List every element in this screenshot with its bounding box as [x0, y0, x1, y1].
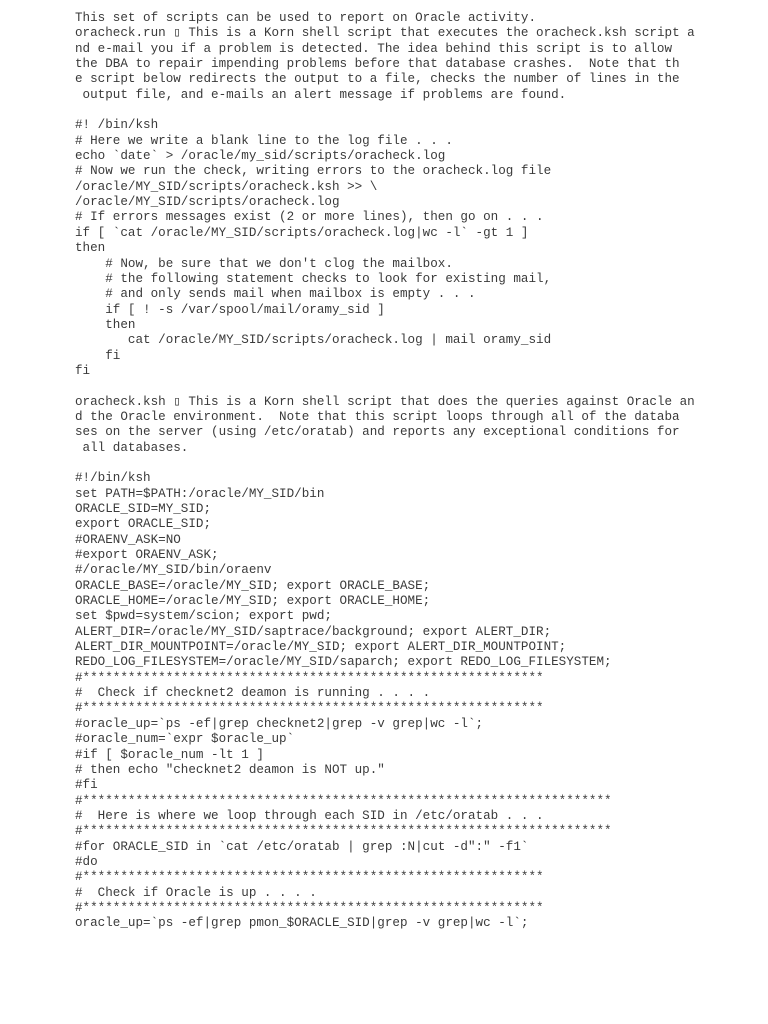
code-line: REDO_LOG_FILESYSTEM=/oracle/MY_SID/saparch; export REDO_LOG_FILESYSTEM;	[75, 655, 612, 670]
code-line: echo `date` > /oracle/my_sid/scripts/oracheck.log	[75, 149, 446, 164]
code-line: # and only sends mail when mailbox is empty . . .	[75, 287, 476, 302]
code-line: the DBA to repair impending problems before that database crashes. Note that th	[75, 57, 680, 72]
comment-line: #*************************************************************	[75, 900, 544, 915]
blank-line	[75, 103, 695, 118]
code-line: d the Oracle environment. Note that this script loops through all of the databa	[75, 409, 680, 424]
comment-line: #if [ $oracle_num -lt 1 ]	[75, 747, 264, 762]
code-line: ORACLE_HOME=/oracle/MY_SID; export ORACLE_HOME;	[75, 594, 431, 609]
code-line: oracheck.run ▯ This is a Korn shell script that executes the oracheck.ksh script a	[75, 26, 695, 41]
comment-line: #! /bin/ksh	[75, 118, 159, 133]
code-line: ALERT_DIR=/oracle/MY_SID/saptrace/background; export ALERT_DIR;	[75, 624, 552, 639]
comment-line: #**********************************************************************	[75, 793, 612, 808]
blank-line	[75, 456, 695, 471]
code-line: ORACLE_SID=MY_SID;	[75, 502, 212, 516]
comment-line: # Now we run the check, writing errors to the oracheck.log file	[75, 164, 552, 179]
code-line: ALERT_DIR_MOUNTPOINT=/oracle/MY_SID; export ALERT_DIR_MOUNTPOINT;	[75, 640, 567, 655]
comment-line: # Here is where we loop through each SID in /etc/oratab . . .	[75, 808, 544, 823]
code-line: oracheck.ksh ▯ This is a Korn shell script that does the queries against Oracle an	[75, 394, 695, 409]
comment-line: # Check if Oracle is up . . . .	[75, 885, 317, 900]
code-line: fi	[75, 363, 91, 378]
comment-line: #!/bin/ksh	[75, 471, 151, 486]
code-line: all databases.	[75, 440, 189, 455]
comment-line: # If errors messages exist (2 or more lines), then go on . . .	[75, 210, 544, 225]
comment-line: # then echo "checknet2 deamon is NOT up."	[75, 762, 385, 777]
comment-line: #for ORACLE_SID in `cat /etc/oratab | grep :N|cut -d":" -f1`	[75, 839, 529, 854]
comment-line: #export ORAENV_ASK;	[75, 548, 219, 563]
code-line: ORACLE_BASE=/oracle/MY_SID; export ORACLE_BASE;	[75, 578, 431, 593]
comment-line: #/oracle/MY_SID/bin/oraenv	[75, 563, 272, 578]
code-line: nd e-mail you if a problem is detected. The idea behind this script is to allow	[75, 41, 673, 56]
code-line: fi	[75, 348, 121, 363]
code-line: cat /oracle/MY_SID/scripts/oracheck.log | mail oramy_sid	[75, 333, 552, 348]
comment-line: #oracle_up=`ps -ef|grep checknet2|grep -v grep|wc -l`;	[75, 716, 484, 731]
code-line: oracle_up=`ps -ef|grep pmon_$ORACLE_SID|grep -v grep|wc -l`;	[75, 916, 529, 931]
code-line: /oracle/MY_SID/scripts/oracheck.log	[75, 195, 340, 210]
comment-line: #fi	[75, 778, 98, 793]
code-line: # the following statement checks to look for existing mail,	[75, 271, 552, 286]
code-line: This set of scripts can be used to report on Oracle activity.	[75, 11, 537, 25]
code-line: # Now, be sure that we don't clog the mailbox.	[75, 256, 453, 271]
code-line: /oracle/MY_SID/scripts/oracheck.ksh >> \	[75, 179, 378, 194]
comment-line: # Here we write a blank line to the log file . . .	[75, 133, 453, 148]
comment-line: #**********************************************************************	[75, 824, 612, 839]
comment-line: #*************************************************************	[75, 701, 544, 716]
comment-line: #*************************************************************	[75, 670, 544, 685]
code-line: set $pwd=system/scion; export pwd;	[75, 609, 332, 624]
comment-line: #oracle_num=`expr $oracle_up`	[75, 732, 295, 747]
blank-line	[75, 379, 695, 394]
comment-line: #ORAENV_ASK=NO	[75, 532, 181, 547]
code-line: set PATH=$PATH:/oracle/MY_SID/bin	[75, 486, 325, 501]
comment-line: # Check if checknet2 deamon is running . . . .	[75, 686, 431, 701]
code-line: e script below redirects the output to a file, checks the number of lines in the	[75, 72, 680, 87]
code-line: ses on the server (using /etc/oratab) and reports any exceptional conditions for	[75, 425, 680, 440]
document-page	[75, 11, 695, 932]
code-line: output file, and e-mails an alert message if problems are found.	[75, 87, 567, 102]
comment-line: #do	[75, 854, 98, 869]
code-line: if [ ! -s /var/spool/mail/oramy_sid ]	[75, 302, 385, 317]
code-line: if [ `cat /oracle/MY_SID/scripts/oracheck.log|wc -l` -gt 1 ]	[75, 225, 529, 240]
code-line: then	[75, 241, 106, 256]
code-line: then	[75, 317, 136, 332]
code-line: export ORACLE_SID;	[75, 517, 212, 532]
comment-line: #*************************************************************	[75, 870, 544, 885]
